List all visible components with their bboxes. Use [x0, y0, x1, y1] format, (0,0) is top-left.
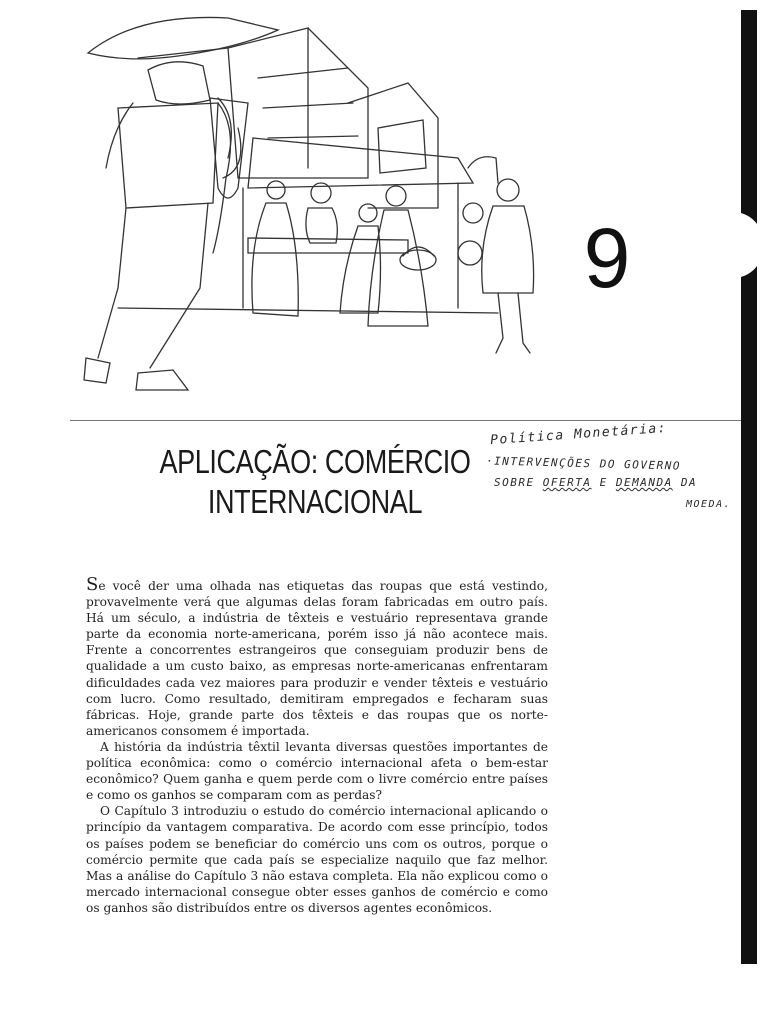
handwritten-text: SOBRE	[494, 476, 543, 489]
paragraph-1-text: e você der uma olhada nas etiquetas das roupas que está vestindo, provavelmente verá que algumas delas foram fabricadas em outro país. Há um século, a indústria de têxteis e vestuário representava grande parte da economia norte-americana, porém isso já não acontece mais. Frente a concorrentes estrangeiros que conseguiam produzir bens de qualidade a um custo baixo, as empresas norte-americanas enfrentaram dificuldades cada vez maiores para produzir e vender têxteis e vestuário com lucro. Como resultado, demitiram empregados e fecharam suas fábricas. Hoje, grande parte dos têxteis e das roupas que os norte-americanos consomem é importada.	[86, 579, 548, 738]
handwritten-underlined-oferta: OFERTA	[542, 476, 592, 489]
handwritten-line-2: ·INTERVENÇÕES DO GOVERNO	[485, 454, 682, 473]
handwritten-annotation	[485, 420, 738, 517]
market-scene-illustration	[78, 8, 548, 403]
initial-letter: S	[86, 574, 99, 595]
handwritten-line-3	[494, 476, 697, 489]
handwritten-underlined-demanda: DEMANDA	[615, 476, 673, 489]
handwritten-text: E	[591, 476, 616, 489]
chapter-tab-notch	[733, 212, 763, 278]
paragraph-1	[86, 574, 548, 739]
body-text	[86, 574, 548, 916]
chapter-title-line-2: INTERNACIONAL	[207, 483, 423, 520]
handwritten-line-1: Política Monetária:	[489, 420, 668, 449]
chapter-number: 9	[583, 211, 631, 305]
porter-figure-sketch	[84, 17, 278, 390]
handwritten-text: DA	[672, 476, 698, 489]
chapter-title	[155, 442, 475, 522]
handwritten-line-4: MOEDA.	[686, 499, 732, 510]
chapter-title-line-1: APLICAÇÃO: COMÉRCIO	[159, 443, 471, 480]
title-divider-rule	[70, 420, 741, 421]
chapter-edge-bar	[741, 10, 757, 964]
paragraph-2: A história da indústria têxtil levanta diversas questões importantes de política econômica: como o comércio internacional afeta o bem-estar econômico? Quem ganha e quem perde com o livre comércio entre países e como os ganhos se comparam com as perdas?	[86, 739, 548, 803]
vendor-figure-sketch	[458, 157, 534, 353]
paragraph-3: O Capítulo 3 introduziu o estudo do comércio internacional aplicando o princípio da vantagem comparativa. De acordo com esse princípio, todos os países podem se beneficiar do comércio uns com os outros, porque o comércio permite que cada país se especialize naquilo que faz melhor. Mas a análise do Capítulo 3 não estava completa. Ela não explicou como o mercado internacional consegue obter esses ganhos de comércio e como os ganhos são distribuídos entre os diversos agentes econômicos.	[86, 804, 548, 915]
market-building-sketch	[118, 28, 498, 313]
